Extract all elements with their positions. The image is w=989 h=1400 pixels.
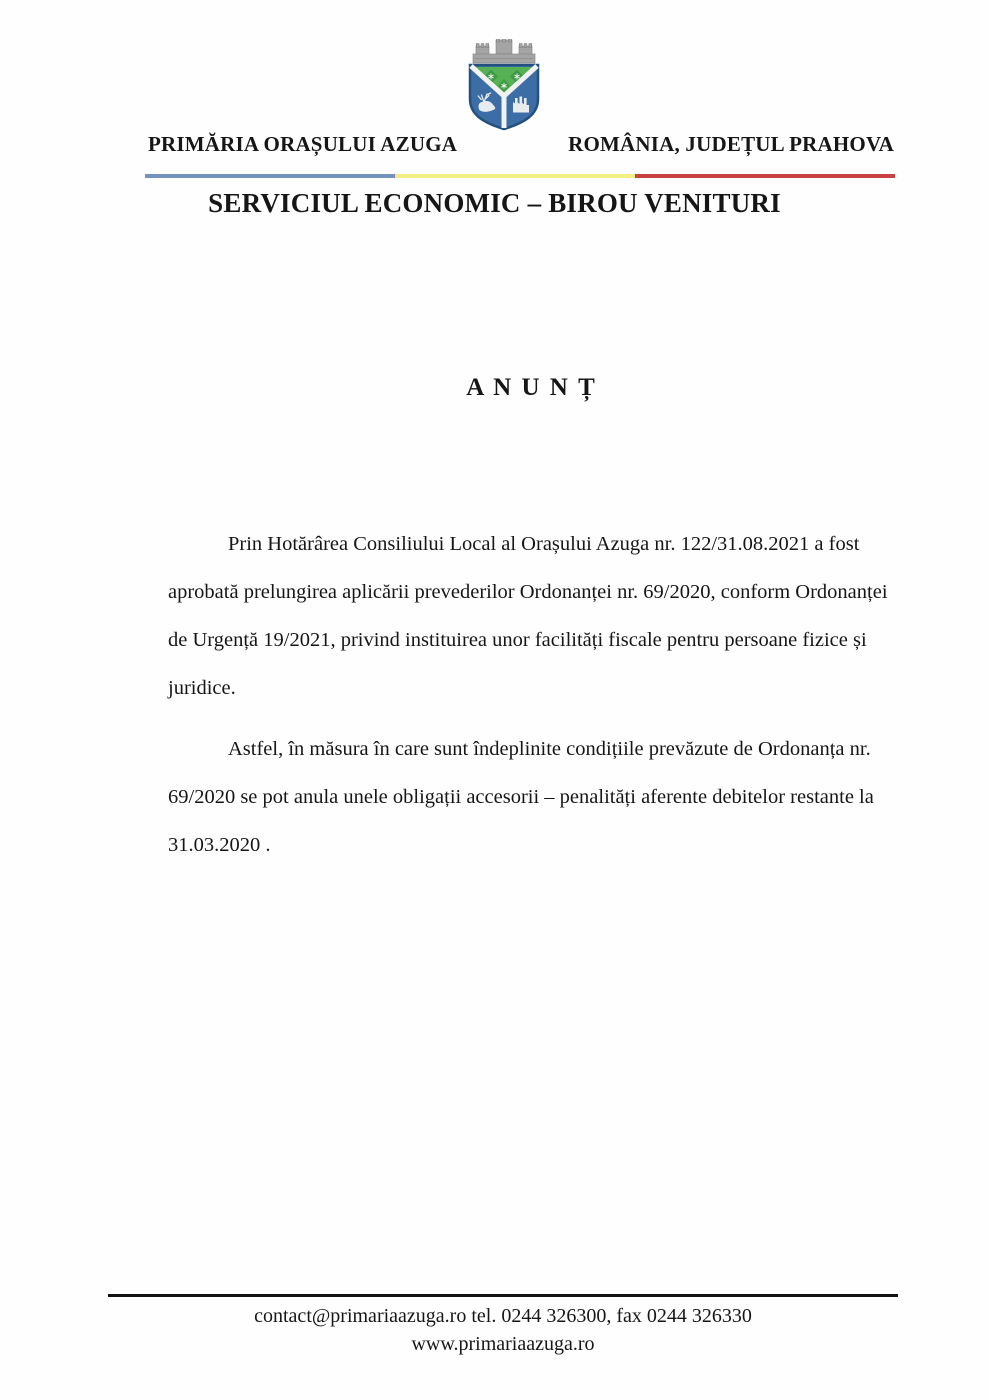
footer-contact: contact@primariaazuga.ro tel. 0244 326300, fax 0244 326330 xyxy=(254,1305,752,1327)
institution-name: PRIMĂRIA ORAȘULUI AZUGA xyxy=(148,132,458,156)
factory-icon xyxy=(513,97,529,113)
paragraph: Astfel, în măsura în care sunt îndeplinite condițiile prevăzute de Ordonanța nr. 69/2020 se pot anula unele obligații accesorii – penalități aferente debitelor restante la 31.03.2020 . xyxy=(168,738,874,856)
flag-blue-segment xyxy=(145,174,395,178)
page-title: A N U N Ț xyxy=(466,374,597,401)
footer-website: www.primariaazuga.ro xyxy=(411,1333,595,1355)
azuga-coat-of-arms-icon xyxy=(466,39,542,131)
paragraph: Prin Hotărârea Consiliului Local al Orașului Azuga nr. 122/31.08.2021 a fost aprobată prelungirea aplicării prevederilor Ordonanței nr. 69/2020, conform Ordonanței de Urgență 19/2021, privind instituirea unor facilități fiscale pentru persoane fizice și juridice. xyxy=(168,533,888,699)
country-county-name: ROMÂNIA, JUDEȚUL PRAHOVA xyxy=(568,132,894,156)
flag-red-segment xyxy=(635,174,895,178)
department-title: SERVICIUL ECONOMIC – BIROU VENITURI xyxy=(208,188,781,218)
document-body xyxy=(168,520,898,869)
flag-divider xyxy=(145,174,895,178)
flag-yellow-segment xyxy=(395,174,635,178)
footer xyxy=(108,1294,898,1358)
